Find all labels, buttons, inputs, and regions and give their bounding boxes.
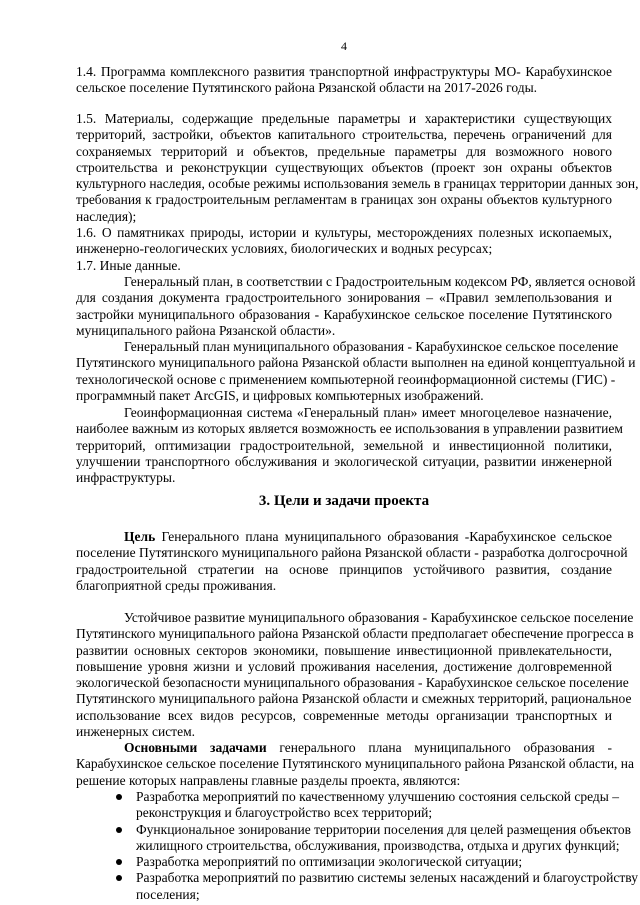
text-line: программный пакет ArcGIS, и цифровых компьютерных изображений. xyxy=(76,387,484,403)
text-line: 1.4. Программа комплексного развития транспортной инфраструктуры МО- Карабухинское xyxy=(76,64,612,79)
text-line: реконструкция и благоустройство всех территорий; xyxy=(136,805,433,821)
text-line: культурного наследия, особые режимы использования земель в границах территории данных зон, xyxy=(76,176,639,192)
text-line: поселение Путятинского муниципального района Рязанской области - разработка долгосрочной xyxy=(76,545,628,561)
text-line: 1.6. О памятниках природы, истории и культуры, месторождениях полезных ископаемых, xyxy=(76,225,612,240)
item-1-4 xyxy=(76,64,612,97)
list-item xyxy=(116,789,620,822)
text-line: территорий, оптимизации градостроительной, земельной и инвестиционной политики, xyxy=(76,437,612,453)
text-line: сельское поселение Путятинского района Рязанской области на 2017-2026 годы. xyxy=(76,80,538,96)
text-line: сохраняемых территорий и объектов, предельные параметры для возможного нового xyxy=(76,143,612,159)
bullet-icon xyxy=(116,827,122,833)
text-line: наследия); xyxy=(76,208,137,224)
text-line: Путятинского муниципального района Рязанской области выполнен на единой концептуальной и xyxy=(76,355,636,371)
text-line: поселения; xyxy=(136,886,200,902)
bullet-icon xyxy=(116,794,122,800)
text-line: Функциональное зонирование территории поселения для целей размещения объектов xyxy=(136,821,632,837)
text-line: строительства и реконструкции существующих объектов (проект зон охраны объектов xyxy=(76,159,612,175)
text-line: требования к градостроительным регламентам в границах зон охраны объектов культурного xyxy=(76,192,612,208)
text-line: благоприятной среды проживания. xyxy=(76,577,277,593)
text-line: наиболее важным из которых является возможность ее использования в управлении развитием xyxy=(76,421,623,437)
text-line: Карабухинское сельское поселение Путятинского муниципального района Рязанской области, на xyxy=(76,756,635,772)
text-line: инженерных систем. xyxy=(76,724,195,740)
list-item xyxy=(116,854,612,870)
item-1-5 xyxy=(76,111,639,225)
list-item xyxy=(116,821,632,855)
text-line: развитии основных секторов экономики, повышение инвестиционной привлекательности, xyxy=(76,642,612,658)
text-fragment: Генерального плана муниципального образования -Карабухинское сельское xyxy=(155,529,612,544)
text-line: улучшении транспортного обслуживания и экологической ситуации, развитии инженерной xyxy=(76,453,612,469)
text-line: повышение уровня жизни и условий проживания населения, достижение долговременной xyxy=(76,658,612,674)
paragraph-sustain xyxy=(76,610,634,740)
text-line: Генеральный план муниципального образования - Карабухинское сельское поселение xyxy=(124,339,619,354)
section-heading: 3. Цели и задачи проекта xyxy=(258,493,430,509)
text-line: для создания документа градостроительного зонирования – «Правил землепользования и xyxy=(76,290,612,306)
tasks-bullet-list xyxy=(116,789,638,903)
text-line: использование всех видов ресурсов, современные методы организации транспортных и xyxy=(76,707,612,723)
text-line: технологической основе с применением компьютерной геоинформационной системы (ГИС) - xyxy=(76,371,616,387)
text-line: 1.5. Материалы, содержащие предельные параметры и характеристики существующих xyxy=(76,111,612,126)
text-line xyxy=(76,740,612,756)
text-line: Путятинского муниципального района Рязанской области предполагает обеспечение прогресса в xyxy=(76,626,634,642)
text-fragment: генерального плана муниципального образования - xyxy=(266,740,612,755)
item-1-6 xyxy=(76,225,612,258)
text-line: Разработка мероприятий по оптимизации экологической ситуации; xyxy=(136,854,523,870)
text-line: территорий, застройки, объектов капитального строительства, перечень ограничений для xyxy=(76,127,612,143)
text-line: градостроительной стратегии на основе принципов устойчивого развития, создание xyxy=(76,561,612,577)
item-1-7 xyxy=(76,258,612,274)
text-line xyxy=(76,529,612,545)
text-line: Устойчивое развитие муниципального образования - Карабухинское сельское поселение xyxy=(124,610,634,625)
text-line: инженерно-геологических условиях, биологических и водных ресурсах; xyxy=(76,241,493,257)
bullet-icon xyxy=(116,859,122,865)
paragraph-genplan xyxy=(76,274,636,339)
text-line: Путятинского муниципального района Рязанской области и смежных территорий, рациональное xyxy=(76,691,632,707)
bold-term: Цель xyxy=(124,529,156,544)
list-item xyxy=(116,870,638,903)
text-line: 1.7. Иные данные. xyxy=(76,258,181,273)
bullet-icon xyxy=(116,875,122,881)
text-line: Разработка мероприятий по развитию системы зеленых насаждений и благоустройству xyxy=(136,870,638,886)
text-line: муниципального района Рязанской области». xyxy=(76,322,336,338)
paragraph-gis xyxy=(76,339,636,404)
text-line: жилищного строительства, обслуживания, производства, отдыха и других функций; xyxy=(136,837,620,853)
paragraph-tasks xyxy=(76,740,635,789)
text-line: застройки муниципального образования - Карабухинское сельское поселение Путятинского xyxy=(76,306,612,322)
page-number: 4 xyxy=(341,39,347,53)
bold-term: Основными задачами xyxy=(124,740,267,755)
text-line: Геоинформационная система «Генеральный план» имеет многоцелевое назначение, xyxy=(124,405,612,420)
text-line: Разработка мероприятий по качественному улучшению состояния сельской среды – xyxy=(136,789,620,804)
text-line: инфраструктуры. xyxy=(76,470,176,486)
text-line: решение которых направлены главные разделы проекта, являются: xyxy=(76,772,461,788)
paragraph-goal xyxy=(76,529,628,594)
paragraph-geo xyxy=(76,405,623,486)
text-line: экологической безопасности муниципального образования - Карабухинское сельское поселение xyxy=(76,675,629,691)
text-line: Генеральный план, в соответствии с Градостроительным кодексом РФ, является основой xyxy=(124,274,636,289)
